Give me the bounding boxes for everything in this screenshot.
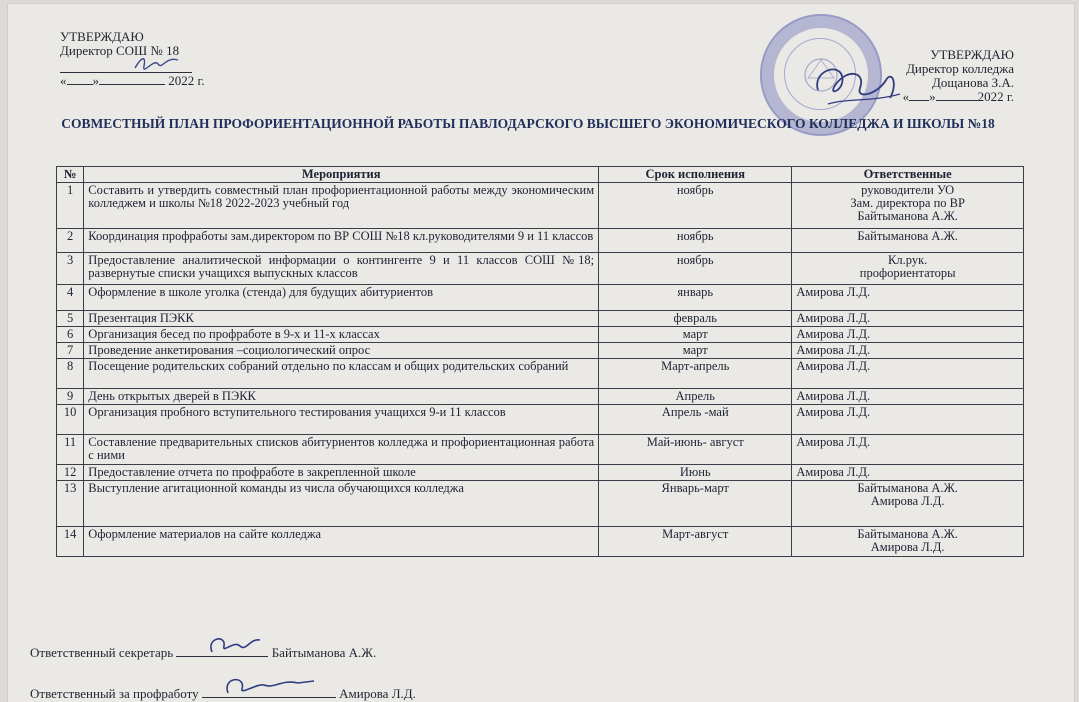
footer-secretary bbox=[30, 644, 376, 661]
row-number: 9 bbox=[57, 389, 84, 405]
table-row bbox=[57, 435, 1024, 465]
approve-name: Дощанова З.А. bbox=[932, 75, 1014, 90]
row-term: Январь-март bbox=[599, 481, 792, 527]
row-term: Март-август bbox=[599, 527, 792, 557]
row-activity: Посещение родительских собраний отдельно по классам и общих родительских собраний bbox=[84, 359, 599, 389]
row-term: март bbox=[599, 327, 792, 343]
row-responsible: Амирова Л.Д. bbox=[792, 359, 1024, 389]
row-term: ноябрь bbox=[599, 253, 792, 285]
profwork-label: Ответственный за профработу bbox=[30, 686, 199, 701]
row-responsible: Байтыманова А.Ж. Амирова Л.Д. bbox=[792, 527, 1024, 557]
header-num: № bbox=[57, 167, 84, 183]
footer-profwork bbox=[30, 685, 416, 702]
row-activity: Предоставление аналитической информации о контингенте 9 и 11 классов СОШ №18; развернутые списки учащихся выпускных классов bbox=[84, 253, 599, 285]
row-term: февраль bbox=[599, 311, 792, 327]
row-responsible: Байтыманова А.Ж. bbox=[792, 229, 1024, 253]
director-college-signature bbox=[808, 54, 904, 114]
profwork-signature-line bbox=[202, 685, 336, 698]
row-responsible: Амирова Л.Д. bbox=[792, 465, 1024, 481]
table-row bbox=[57, 465, 1024, 481]
row-number: 12 bbox=[57, 465, 84, 481]
row-activity: Организация бесед по профработе в 9-х и 11-х классах bbox=[84, 327, 599, 343]
row-responsible: Амирова Л.Д. bbox=[792, 285, 1024, 311]
header-responsible: Ответственные bbox=[792, 167, 1024, 183]
row-number: 7 bbox=[57, 343, 84, 359]
table-row bbox=[57, 481, 1024, 527]
table-row bbox=[57, 253, 1024, 285]
row-number: 2 bbox=[57, 229, 84, 253]
row-responsible: Амирова Л.Д. bbox=[792, 435, 1024, 465]
director-school-signature bbox=[132, 52, 182, 74]
secretary-signature-line bbox=[176, 644, 268, 657]
document-title: СОВМЕСТНЫЙ ПЛАН ПРОФОРИЕНТАЦИОННОЙ РАБОТЫ ПАВЛОДАРСКОГО ВЫСШЕГО ЭКОНОМИЧЕСКОГО КОЛЛЕДЖА И ШКОЛЫ №18 bbox=[61, 116, 995, 131]
approve-position: Директор СОШ № 18 bbox=[60, 43, 180, 58]
row-responsible: Амирова Л.Д. bbox=[792, 327, 1024, 343]
row-responsible: Амирова Л.Д. bbox=[792, 389, 1024, 405]
row-activity: Проведение анкетирования –социологический опрос bbox=[84, 343, 599, 359]
row-responsible: Байтыманова А.Ж. Амирова Л.Д. bbox=[792, 481, 1024, 527]
table-row bbox=[57, 359, 1024, 389]
approve-date bbox=[903, 90, 1014, 104]
row-activity: Предоставление отчета по профработе в закрепленной школе bbox=[84, 465, 599, 481]
table-row bbox=[57, 343, 1024, 359]
row-term: ноябрь bbox=[599, 229, 792, 253]
row-activity: Оформление материалов на сайте колледжа bbox=[84, 527, 599, 557]
secretary-name: Байтыманова А.Ж. bbox=[271, 645, 377, 660]
row-number: 5 bbox=[57, 311, 84, 327]
approve-year: 2022 г. bbox=[977, 89, 1014, 104]
table-row bbox=[57, 285, 1024, 311]
row-number: 4 bbox=[57, 285, 84, 311]
row-activity: Презентация ПЭКК bbox=[84, 311, 599, 327]
row-responsible: Амирова Л.Д. bbox=[792, 405, 1024, 435]
row-activity: День открытых дверей в ПЭКК bbox=[84, 389, 599, 405]
row-term: ноябрь bbox=[599, 183, 792, 229]
profwork-name: Амирова Л.Д. bbox=[339, 686, 416, 701]
table-row bbox=[57, 527, 1024, 557]
date-quote-close: » bbox=[929, 89, 936, 104]
profwork-signature bbox=[202, 671, 336, 697]
date-quote-close: » bbox=[92, 73, 99, 88]
row-number: 3 bbox=[57, 253, 84, 285]
row-activity: Выступление агитационной команды из числа обучающихся колледжа bbox=[84, 481, 599, 527]
plan-table bbox=[56, 166, 1024, 557]
table-row bbox=[57, 405, 1024, 435]
approve-block-college bbox=[903, 48, 1014, 104]
header-activity: Мероприятия bbox=[84, 167, 599, 183]
row-term: Апрель bbox=[599, 389, 792, 405]
row-activity: Составление предварительных списков абитуриентов колледжа и профориентационная работа с ними bbox=[84, 435, 599, 465]
table-row bbox=[57, 311, 1024, 327]
table-row bbox=[57, 389, 1024, 405]
row-number: 13 bbox=[57, 481, 84, 527]
row-activity: Координация профработы зам.директором по ВР СОШ №18 кл.руководителями 9 и 11 классов bbox=[84, 229, 599, 253]
approve-date bbox=[60, 74, 205, 88]
approve-position: Директор колледжа bbox=[906, 61, 1014, 76]
row-responsible: Амирова Л.Д. bbox=[792, 311, 1024, 327]
table-row bbox=[57, 183, 1024, 229]
secretary-signature bbox=[176, 630, 268, 656]
row-number: 1 bbox=[57, 183, 84, 229]
header-term: Срок исполнения bbox=[599, 167, 792, 183]
row-term: Май-июнь- август bbox=[599, 435, 792, 465]
row-number: 14 bbox=[57, 527, 84, 557]
date-quote-open: « bbox=[60, 73, 67, 88]
row-term: Март-апрель bbox=[599, 359, 792, 389]
table-body bbox=[57, 183, 1024, 557]
row-term: январь bbox=[599, 285, 792, 311]
row-number: 8 bbox=[57, 359, 84, 389]
row-number: 6 bbox=[57, 327, 84, 343]
approve-year: 2022 г. bbox=[168, 73, 205, 88]
secretary-label: Ответственный секретарь bbox=[30, 645, 174, 660]
row-term: Апрель -май bbox=[599, 405, 792, 435]
row-term: Июнь bbox=[599, 465, 792, 481]
table-row bbox=[57, 327, 1024, 343]
table-header-row bbox=[57, 167, 1024, 183]
approve-heading: УТВЕРЖДАЮ bbox=[60, 29, 144, 44]
table-row bbox=[57, 229, 1024, 253]
approve-heading: УТВЕРЖДАЮ bbox=[930, 47, 1014, 62]
date-quote-open: « bbox=[902, 89, 910, 104]
row-responsible: руководители УО Зам. директора по ВР Байтыманова А.Ж. bbox=[792, 183, 1024, 229]
document-sheet bbox=[8, 4, 1074, 702]
row-term: март bbox=[599, 343, 792, 359]
row-activity: Оформление в школе уголка (стенда) для будущих абитуриентов bbox=[84, 285, 599, 311]
row-activity: Организация пробного вступительного тестирования учащихся 9-и 11 классов bbox=[84, 405, 599, 435]
row-number: 10 bbox=[57, 405, 84, 435]
row-activity: Составить и утвердить совместный план профориентационной работы между экономическим колледжем и школы №18 2022-2023 учебный год bbox=[84, 183, 599, 229]
row-responsible: Амирова Л.Д. bbox=[792, 343, 1024, 359]
row-responsible: Кл.рук. профориентаторы bbox=[792, 253, 1024, 285]
row-number: 11 bbox=[57, 435, 84, 465]
